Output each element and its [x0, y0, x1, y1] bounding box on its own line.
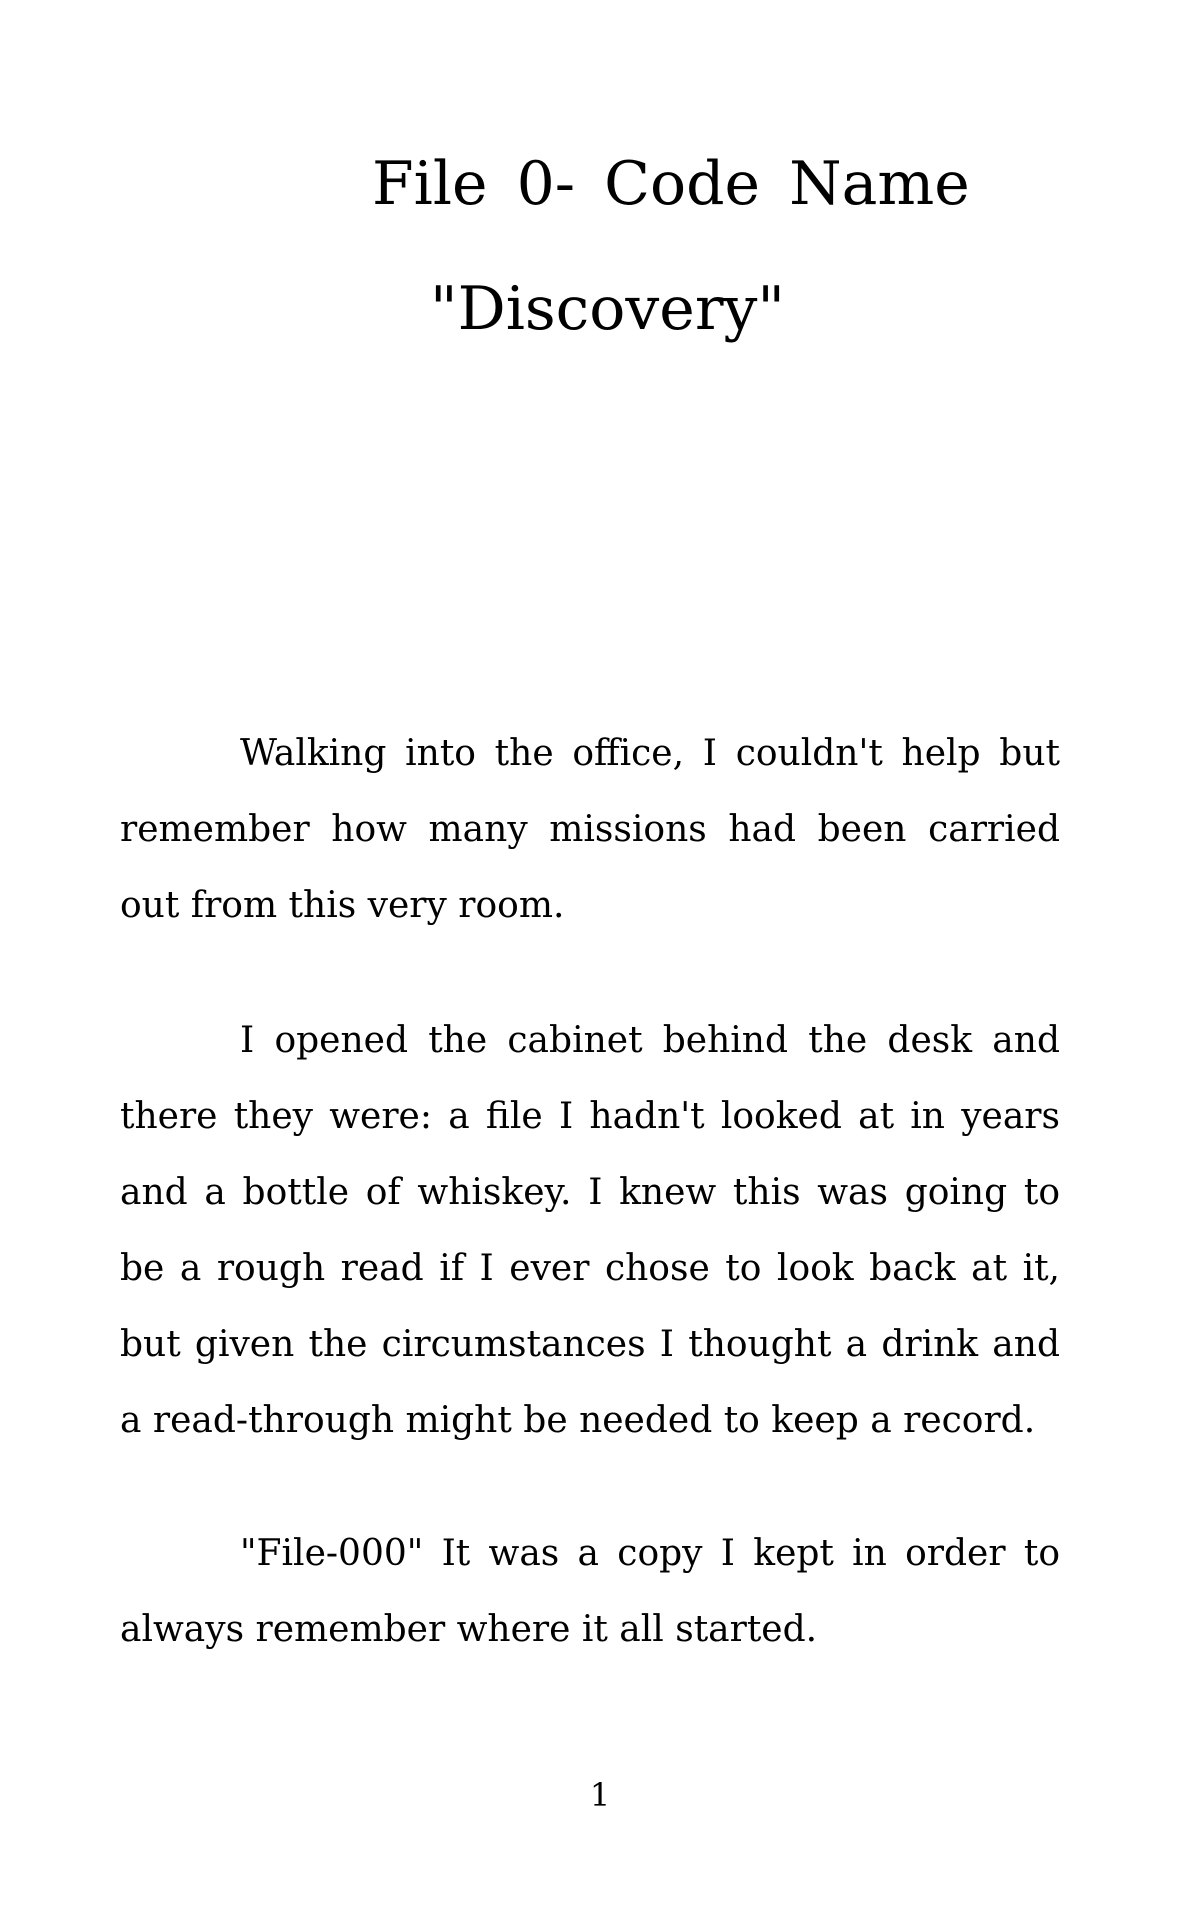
- chapter-title-line-1: File 0- Code Name: [372, 149, 970, 219]
- body-paragraph-2: I opened the cabinet behind the desk and there they were: a file I hadn't looked at in years and a bottle of whiskey. I knew this was going to be a rough read if I ever chose to look back at it, but given the circumstances I thought a drink and a read-through might be needed to keep a record.: [120, 1020, 1060, 1441]
- page-number: 1: [589, 1776, 611, 1814]
- body-paragraph-1: Walking into the office, I couldn't help but remember how many missions had been carried out from this very room.: [120, 733, 1060, 926]
- body-paragraph-3: "File-000" It was a copy I kept in order to always remember where it all started.: [120, 1533, 1060, 1650]
- chapter-title-line-2: "Discovery": [430, 274, 785, 344]
